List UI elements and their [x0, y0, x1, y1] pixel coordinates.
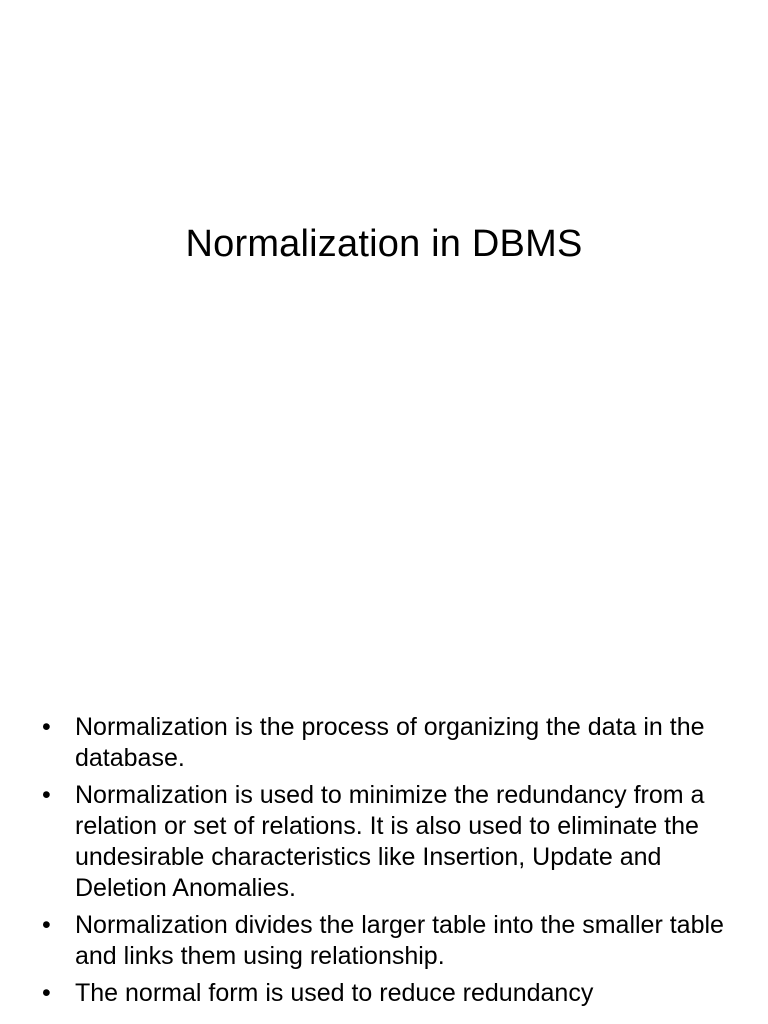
bullet-text: The normal form is used to reduce redundancy: [75, 979, 594, 1007]
bullet-item: [42, 910, 732, 972]
bullet-icon: •: [42, 911, 51, 939]
bullet-item: [42, 780, 732, 904]
bullet-icon: •: [42, 979, 51, 1007]
bullet-list: [42, 712, 732, 1015]
bullet-icon: •: [42, 781, 51, 809]
bullet-text: Normalization divides the larger table into the smaller table and links them using relationship.: [75, 911, 724, 970]
bullet-text: Normalization is the process of organizing the data in the database.: [75, 713, 705, 772]
bullet-item: [42, 978, 732, 1009]
slide-title: Normalization in DBMS: [185, 223, 583, 265]
bullet-item: [42, 712, 732, 774]
bullet-icon: •: [42, 713, 51, 741]
bullet-text: Normalization is used to minimize the redundancy from a relation or set of relations. It is also used to eliminate the undesirable characteristics like Insertion, Update and Deletion Anomalies.: [75, 781, 705, 902]
content-slide: [0, 700, 768, 1024]
